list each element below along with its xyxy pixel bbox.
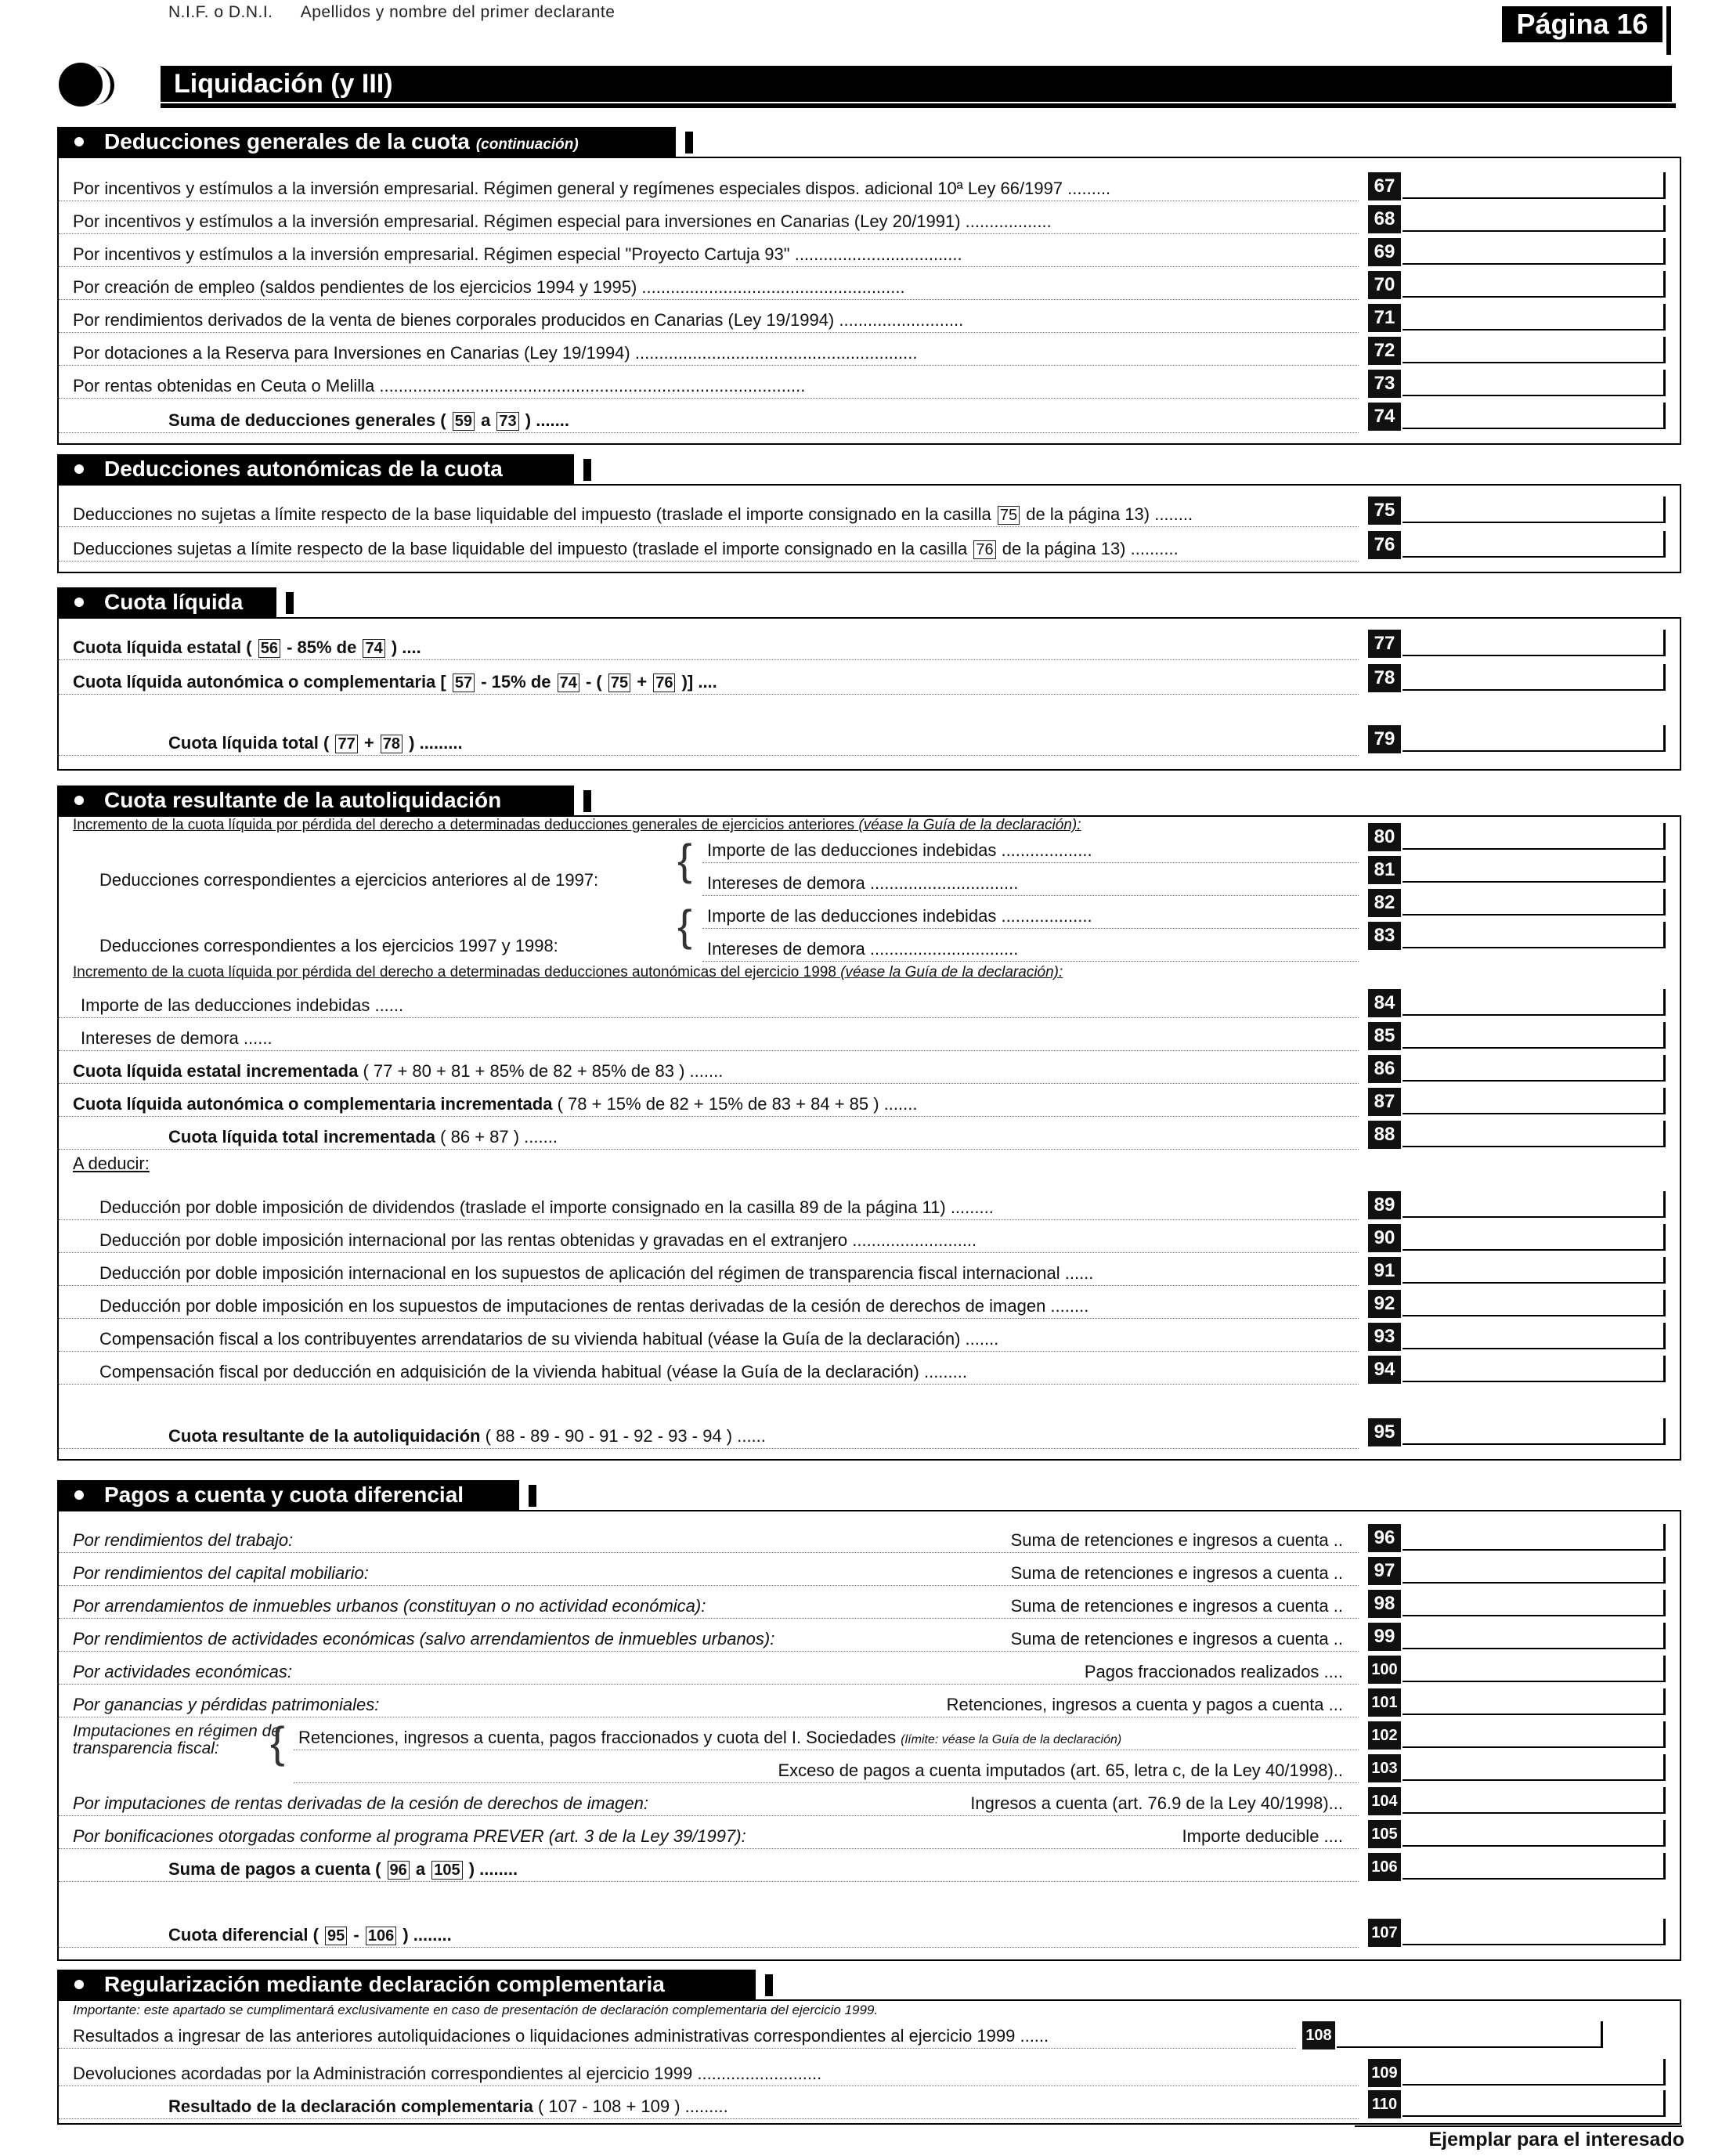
row-92: Deducción por doble imposición en los supuestos de imputaciones de rentas derivadas de la cesión de derechos de imagen ........ [59, 1290, 1359, 1319]
box-78: 78 [1368, 664, 1401, 692]
row-77: Cuota líquida estatal ( 56 - 85% de 74 ) .... [59, 630, 1359, 660]
imputaciones-label: Imputaciones en régimen de transparencia fiscal: [73, 1722, 280, 1757]
amount-72[interactable] [1403, 337, 1666, 363]
row-79: Cuota líquida total ( 77 + 78 ) ......... [59, 725, 1359, 756]
amount-95[interactable] [1403, 1418, 1666, 1445]
amount-100[interactable] [1403, 1656, 1666, 1682]
box-94: 94 [1368, 1356, 1401, 1384]
amount-84[interactable] [1403, 989, 1666, 1016]
amount-108[interactable] [1337, 2021, 1603, 2048]
row-83: Intereses de demora ............................... [702, 933, 1359, 962]
ded-anteriores-1997: Deducciones correspondientes a ejercicios anteriores al de 1997: [99, 870, 599, 890]
amount-91[interactable] [1403, 1257, 1666, 1284]
row-109: Devoluciones acordadas por la Administración correspondientes al ejercicio 1999 .......................... [59, 2059, 1359, 2086]
section-deducciones-autonomicas [57, 484, 1681, 573]
brace-icon: { [270, 1717, 285, 1767]
amount-77[interactable] [1403, 630, 1666, 656]
row-97: Por rendimientos del capital mobiliario: Suma de retenciones e ingresos a cuenta .. [59, 1557, 1359, 1586]
incr2-heading: Incremento de la cuota líquida por pérdida del derecho a determinadas deducciones autonómicas del ejercicio 1998 (véase la Guía de la declaración): [73, 964, 1063, 980]
row-82: Importe de las deducciones indebidas ................... [702, 900, 1359, 929]
row-87: Cuota líquida autonómica o complementaria incrementada ( 78 + 15% de 82 + 15% de 83 + 84 + 85 ) ....... [59, 1088, 1359, 1117]
amount-99[interactable] [1403, 1623, 1666, 1649]
box-107: 107 [1368, 1919, 1401, 1947]
row-110: Resultado de la declaración complementaria ( 107 - 108 + 109 ) ......... [59, 2090, 1359, 2119]
amount-88[interactable] [1403, 1121, 1666, 1147]
box-71: 71 [1368, 304, 1401, 332]
row-85: Intereses de demora ...... [59, 1022, 1359, 1051]
box-88: 88 [1368, 1121, 1401, 1149]
box-73: 73 [1368, 370, 1401, 398]
row-80: Importe de las deducciones indebidas ................... [702, 834, 1359, 863]
box-98: 98 [1368, 1590, 1401, 1618]
amount-102[interactable] [1403, 1721, 1666, 1748]
row-102: Retenciones, ingresos a cuenta, pagos fraccionados y cuota del I. Sociedades (límite: véase la Guía de la declaración) [294, 1721, 1359, 1750]
row-94: Compensación fiscal por deducción en adquisición de la vivienda habitual (véase la Guía de la declaración) ......... [59, 1356, 1359, 1385]
amount-81[interactable] [1403, 856, 1666, 883]
amount-76[interactable] [1403, 531, 1666, 558]
row-95: Cuota resultante de la autoliquidación ( 88 - 89 - 90 - 91 - 92 - 93 - 94 ) ...... [59, 1418, 1359, 1449]
row-90: Deducción por doble imposición internacional por las rentas obtenidas y gravadas en el extranjero .......................... [59, 1224, 1359, 1253]
row-68: Por incentivos y estímulos a la inversión empresarial. Régimen especial para inversiones en Canarias (Ley 20/1991) .................. [59, 205, 1359, 234]
row-88: Cuota líquida total incrementada ( 86 + 87 ) ....... [59, 1121, 1359, 1150]
amount-90[interactable] [1403, 1224, 1666, 1251]
row-104: Por imputaciones de rentas derivadas de la cesión de derechos de imagen: Ingresos a cuenta (art. 76.9 de la Ley 40/1998)... [59, 1787, 1359, 1816]
section-pagos-cuenta [57, 1510, 1681, 1961]
row-71: Por rendimientos derivados de la venta de bienes corporales producidos en Canarias (Ley 19/1994) .......................... [59, 304, 1359, 333]
box-76: 76 [1368, 531, 1401, 559]
header-fields [168, 3, 638, 22]
amount-79[interactable] [1403, 725, 1666, 752]
row-106: Suma de pagos a cuenta ( 96 a 105 ) ........ [59, 1853, 1359, 1882]
amount-70[interactable] [1403, 271, 1666, 298]
box-85: 85 [1368, 1022, 1401, 1050]
box-91: 91 [1368, 1257, 1401, 1285]
box-96: 96 [1368, 1524, 1401, 1552]
amount-97[interactable] [1403, 1557, 1666, 1584]
amount-94[interactable] [1403, 1356, 1666, 1382]
row-74: Suma de deducciones generales ( 59 a 73 ) ....... [59, 403, 1359, 433]
row-93: Compensación fiscal a los contribuyentes arrendatarios de su vivienda habitual (véase la Guía de la declaración) ....... [59, 1323, 1359, 1352]
row-105: Por bonificaciones otorgadas conforme al programa PREVER (art. 3 de la Ley 39/1997): Importe deducible .... [59, 1820, 1359, 1849]
amount-106[interactable] [1403, 1853, 1666, 1880]
box-68: 68 [1368, 205, 1401, 233]
row-70: Por creación de empleo (saldos pendientes de los ejercicios 1994 y 1995) ....................................................... [59, 271, 1359, 300]
box-97: 97 [1368, 1557, 1401, 1585]
row-103: Exceso de pagos a cuenta imputados (art. 65, letra c, de la Ley 40/1998).. [294, 1754, 1359, 1783]
amount-71[interactable] [1403, 304, 1666, 330]
row-78: Cuota líquida autonómica o complementaria [ 57 - 15% de 74 - ( 75 + 76 )] .... [59, 664, 1359, 695]
main-rule [161, 103, 1676, 108]
box-67: 67 [1368, 172, 1401, 200]
box-108: 108 [1302, 2021, 1335, 2049]
row-98: Por arrendamientos de inmuebles urbanos (constituyan o no actividad económica): Suma de retenciones e ingresos a cuenta .. [59, 1590, 1359, 1619]
brace-icon: { [677, 835, 692, 884]
box-69: 69 [1368, 238, 1401, 266]
box-70: 70 [1368, 271, 1401, 299]
amount-82[interactable] [1403, 889, 1666, 915]
row-108: Resultados a ingresar de las anteriores autoliquidaciones o liquidaciones administrativas correspondientes al ejercicio 1999 ...... [59, 2021, 1296, 2049]
brace-icon: { [677, 901, 692, 950]
section-deducciones-generales [57, 157, 1681, 445]
box-95: 95 [1368, 1418, 1401, 1446]
row-91: Deducción por doble imposición internacional en los supuestos de aplicación del régimen de transparencia fiscal internacional ...... [59, 1257, 1359, 1286]
row-89: Deducción por doble imposición de dividendos (traslade el importe consignado en la casilla 89 de la página 11) ......... [59, 1191, 1359, 1220]
box-79: 79 [1368, 725, 1401, 753]
a-deducir-heading: A deducir: [73, 1154, 150, 1173]
box-109: 109 [1368, 2059, 1401, 2087]
section-cuota-resultante-title: Cuota resultante de la autoliquidación [57, 785, 574, 815]
ded-1997-1998: Deducciones correspondientes a los ejercicios 1997 y 1998: [99, 936, 558, 955]
section-cuota-liquida-title: Cuota líquida [57, 587, 276, 617]
amount-89[interactable] [1403, 1191, 1666, 1218]
amount-92[interactable] [1403, 1290, 1666, 1316]
section-bullet-icon [59, 63, 103, 107]
amount-110[interactable] [1403, 2090, 1666, 2117]
main-title: Liquidación (y III) [174, 69, 393, 99]
amount-87[interactable] [1403, 1088, 1666, 1114]
apellidos-label: Apellidos y nombre del primer declarante [300, 3, 616, 21]
amount-78[interactable] [1403, 664, 1666, 691]
section-regularizacion [57, 1999, 1681, 2125]
section-deducciones-autonomicas-title: Deducciones autonómicas de la cuota [57, 454, 574, 484]
row-99: Por rendimientos de actividades económicas (salvo arrendamientos de inmuebles urbanos): Suma de retenciones e ingresos a cuenta .. [59, 1623, 1359, 1652]
box-100: 100 [1368, 1656, 1401, 1684]
box-83: 83 [1368, 922, 1401, 950]
row-67: Por incentivos y estímulos a la inversión empresarial. Régimen general y regímenes especiales dispos. adicional 10ª Ley 66/1997 ......... [59, 172, 1359, 201]
section-deducciones-generales-title: Deducciones generales de la cuota (continuación) [57, 127, 676, 157]
box-92: 92 [1368, 1290, 1401, 1318]
box-101: 101 [1368, 1688, 1401, 1717]
amount-96[interactable] [1403, 1524, 1666, 1551]
amount-69[interactable] [1403, 238, 1666, 265]
importante-note: Importante: este apartado se cumplimentará exclusivamente en caso de presentación de declaración complementaria del ejercicio 1999. [73, 2003, 879, 2017]
amount-86[interactable] [1403, 1055, 1666, 1082]
page-number: Página 16 [1502, 6, 1662, 42]
box-86: 86 [1368, 1055, 1401, 1083]
box-105: 105 [1368, 1820, 1401, 1848]
box-110: 110 [1368, 2090, 1401, 2118]
amount-105[interactable] [1403, 1820, 1666, 1847]
row-75: Deducciones no sujetas a límite respecto de la base liquidable del impuesto (traslade el importe consignado en la casilla 75 de la página 13) ........ [59, 497, 1359, 527]
box-87: 87 [1368, 1088, 1401, 1116]
nif-label: N.I.F. o D.N.I. [168, 3, 273, 21]
footer-ejemplar: Ejemplar para el interesado [1428, 2129, 1684, 2151]
row-69: Por incentivos y estímulos a la inversión empresarial. Régimen especial "Proyecto Cartuja 93" ................................... [59, 238, 1359, 267]
amount-93[interactable] [1403, 1323, 1666, 1349]
box-104: 104 [1368, 1787, 1401, 1815]
amount-73[interactable] [1403, 370, 1666, 396]
amount-103[interactable] [1403, 1754, 1666, 1781]
section-cuota-liquida [57, 617, 1681, 771]
box-103: 103 [1368, 1754, 1401, 1782]
amount-75[interactable] [1403, 497, 1666, 523]
amount-67[interactable] [1403, 172, 1666, 199]
amount-74[interactable] [1403, 403, 1666, 429]
amount-98[interactable] [1403, 1590, 1666, 1616]
box-74: 74 [1368, 403, 1401, 431]
amount-101[interactable] [1403, 1688, 1666, 1715]
row-76: Deducciones sujetas a límite respecto de la base liquidable del impuesto (traslade el importe consignado en la casilla 76 de la página 13) .......... [59, 531, 1359, 562]
box-93: 93 [1368, 1323, 1401, 1351]
section-pagos-cuenta-title: Pagos a cuenta y cuota diferencial [57, 1480, 519, 1510]
row-86: Cuota líquida estatal incrementada ( 77 + 80 + 81 + 85% de 82 + 85% de 83 ) ....... [59, 1055, 1359, 1084]
incr1-heading: Incremento de la cuota líquida por pérdida del derecho a determinadas deducciones generales de ejercicios anteriores (véase la Guía de la declaración): [73, 817, 1081, 833]
amount-109[interactable] [1403, 2059, 1666, 2086]
box-81: 81 [1368, 856, 1401, 884]
box-80: 80 [1368, 823, 1401, 851]
amount-68[interactable] [1403, 205, 1666, 232]
row-100: Por actividades económicas: Pagos fraccionados realizados .... [59, 1656, 1359, 1685]
section-cuota-resultante [57, 815, 1681, 1461]
section-regularizacion-title: Regularización mediante declaración complementaria [57, 1970, 756, 1999]
row-107: Cuota diferencial ( 95 - 106 ) ........ [59, 1919, 1359, 1948]
footer-rule [1355, 2125, 1682, 2127]
row-73: Por rentas obtenidas en Ceuta o Melilla ......................................................................................... [59, 370, 1359, 399]
row-101: Por ganancias y pérdidas patrimoniales: Retenciones, ingresos a cuenta y pagos a cuenta ... [59, 1688, 1359, 1717]
amount-107[interactable] [1403, 1919, 1666, 1945]
row-72: Por dotaciones a la Reserva para Inversiones en Canarias (Ley 19/1994) ........................................................... [59, 337, 1359, 366]
box-84: 84 [1368, 989, 1401, 1017]
box-99: 99 [1368, 1623, 1401, 1651]
box-77: 77 [1368, 630, 1401, 658]
box-82: 82 [1368, 889, 1401, 917]
page-tick [1666, 6, 1671, 55]
box-75: 75 [1368, 497, 1401, 525]
amount-85[interactable] [1403, 1022, 1666, 1049]
amount-80[interactable] [1403, 823, 1666, 850]
amount-83[interactable] [1403, 922, 1666, 948]
amount-104[interactable] [1403, 1787, 1666, 1814]
box-102: 102 [1368, 1721, 1401, 1750]
box-89: 89 [1368, 1191, 1401, 1219]
box-72: 72 [1368, 337, 1401, 365]
row-84: Importe de las deducciones indebidas ...... [59, 989, 1359, 1018]
box-106: 106 [1368, 1853, 1401, 1881]
row-96: Por rendimientos del trabajo: Suma de retenciones e ingresos a cuenta .. [59, 1524, 1359, 1553]
box-90: 90 [1368, 1224, 1401, 1252]
row-81: Intereses de demora ............................... [702, 867, 1359, 896]
